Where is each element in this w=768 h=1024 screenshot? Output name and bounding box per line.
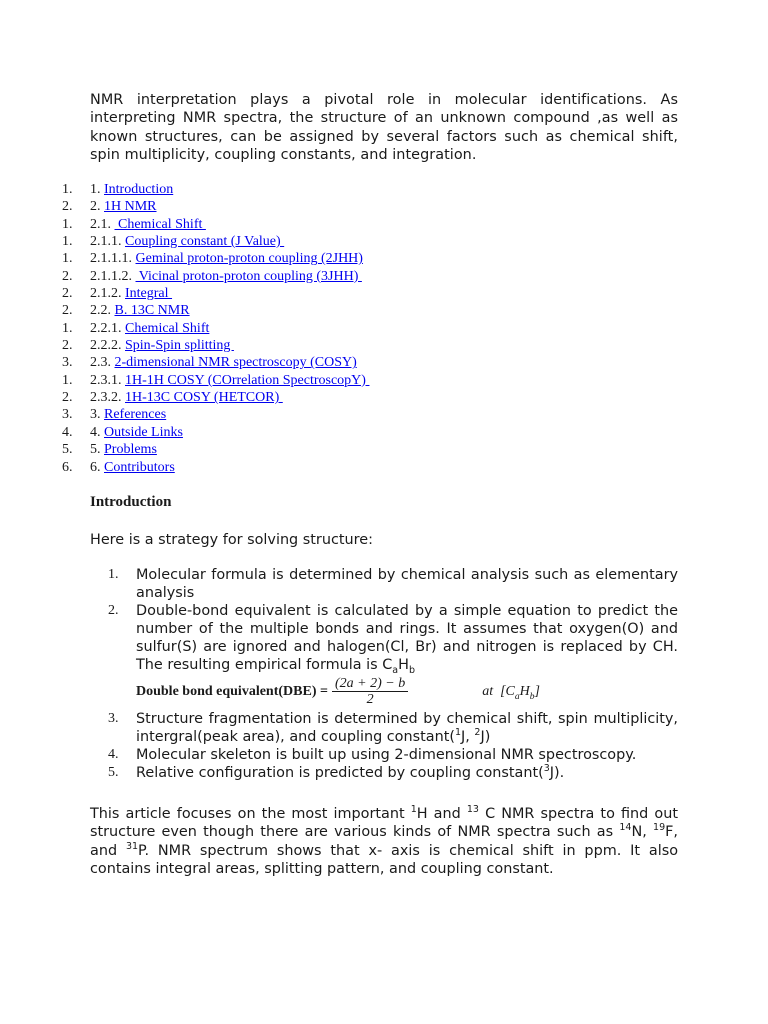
- toc-item-number: 2.1.1.2.: [90, 268, 136, 284]
- toc-link[interactable]: Integral: [125, 286, 173, 302]
- toc-item: [62, 198, 482, 215]
- toc-item: [62, 424, 482, 441]
- toc-link[interactable]: Outside Links: [104, 424, 183, 440]
- list-item-number: 3.: [108, 710, 119, 726]
- list-item: [108, 764, 678, 782]
- list-item: [108, 710, 678, 746]
- list-item: [108, 746, 678, 764]
- toc-item-marker: 1.: [62, 216, 73, 232]
- toc-item-number: 2.2.1.: [90, 320, 125, 336]
- toc-link[interactable]: Vicinal proton-proton coupling (3JHH): [135, 268, 362, 284]
- toc-item: [62, 181, 482, 198]
- list-item-number: 2.: [108, 603, 119, 619]
- toc-link[interactable]: Coupling constant (J Value): [125, 234, 285, 250]
- toc-link[interactable]: Contributors: [104, 459, 175, 475]
- table-of-contents: [62, 181, 482, 476]
- toc-item-number: 2.1.: [90, 216, 115, 232]
- toc-item-marker: 1.: [62, 372, 73, 388]
- toc-item: [62, 354, 482, 371]
- toc-item: [62, 406, 482, 423]
- toc-item-number: 6.: [90, 459, 104, 475]
- strategy-lead-text: Here is a strategy for solving structure:: [90, 532, 373, 548]
- toc-item: [62, 441, 482, 458]
- formula-fraction: $\frac{(2a + 2) - b}{2}$: [332, 676, 408, 707]
- list-item: [108, 566, 678, 602]
- dbe-formula: [136, 674, 678, 710]
- toc-item-marker: 2.: [62, 268, 73, 284]
- toc-item-marker: 2.: [62, 199, 73, 215]
- toc-item-marker: 6.: [62, 459, 73, 475]
- toc-item-number: 2.3.1.: [90, 372, 125, 388]
- list-item-number: 4.: [108, 746, 119, 762]
- toc-item-number: 2.1.2.: [90, 286, 125, 302]
- list-item-text: Double-bond equivalent is calculated by a simple equation to predict the number of the multiple bonds and rings. It assumes that oxygen(O) and sulfur(S) are ignored and halogen(Cl, Br) and nitrogen is replaced by CH. The resulting empirical formula is $C_aH_b$: [136, 603, 678, 677]
- toc-item-marker: 2.: [62, 303, 73, 319]
- toc-link[interactable]: B. 13C NMR: [114, 303, 190, 319]
- toc-item: [62, 285, 482, 302]
- list-item-number: 1.: [108, 567, 119, 582]
- list-item-text: Structure fragmentation is determined by chemical shift, spin multiplicity, intergral(peak area), and coupling constant($^1$J, $^2$J): [136, 710, 678, 745]
- toc-item-marker: 3.: [62, 355, 73, 371]
- toc-item-marker: 1.: [62, 234, 73, 250]
- toc-item: [62, 389, 482, 406]
- toc-item: [62, 302, 482, 319]
- toc-link[interactable]: 1H-13C COSY (HETCOR): [125, 390, 283, 406]
- toc-item-marker: 3.: [62, 407, 73, 423]
- toc-item-number: 5.: [90, 442, 104, 458]
- toc-item-marker: 1.: [62, 320, 73, 336]
- toc-item-marker: 5.: [62, 442, 73, 458]
- toc-item-marker: 2.: [62, 286, 73, 302]
- toc-item: [62, 337, 482, 354]
- strategy-steps-list: [108, 566, 678, 782]
- toc-item-number: 2.1.1.1.: [90, 251, 136, 267]
- toc-item-marker: 4.: [62, 424, 73, 440]
- toc-item-number: 2.3.: [90, 355, 115, 371]
- toc-item: [62, 320, 482, 337]
- toc-link[interactable]: References: [104, 407, 167, 423]
- toc-item-marker: 2.: [62, 338, 73, 354]
- toc-link[interactable]: Geminal proton-proton coupling (2JHH): [135, 251, 363, 267]
- toc-item-number: 2.: [90, 199, 104, 215]
- toc-item-number: 1.: [90, 182, 104, 197]
- toc-link[interactable]: Problems: [104, 442, 157, 458]
- toc-link[interactable]: Chemical Shift: [114, 216, 206, 232]
- intro-paragraph: NMR interpretation plays a pivotal role in molecular identifications. As interpreting NMR spectra, the structure of an unknown compound ,as well as known structures, can be assigned by several factors such as chemical shift, spin multiplicity, coupling constants, and integration.: [90, 92, 678, 164]
- toc-item-number: 2.1.1.: [90, 234, 125, 250]
- list-item-text: Molecular formula is determined by chemical analysis such as elementary analysis: [136, 567, 678, 602]
- toc-item: [62, 233, 482, 250]
- toc-link[interactable]: 1H NMR: [104, 199, 157, 215]
- toc-link[interactable]: 1H-1H COSY (COrrelation SpectroscopY): [125, 372, 370, 388]
- toc-item-marker: 1.: [62, 251, 73, 267]
- toc-item: [62, 216, 482, 233]
- section-heading-introduction: Introduction: [90, 494, 172, 510]
- toc-item: [62, 250, 482, 267]
- toc-item-number: 3.: [90, 407, 104, 423]
- toc-item: [62, 268, 482, 285]
- formula-label: Double bond equivalent(DBE) =: [136, 683, 328, 699]
- list-item-text: Molecular skeleton is built up using 2-dimensional NMR spectroscopy.: [136, 746, 637, 763]
- toc-item: [62, 459, 482, 476]
- toc-item-marker: 1.: [62, 182, 73, 197]
- toc-link[interactable]: Chemical Shift: [125, 320, 210, 336]
- toc-item-number: 2.3.2.: [90, 390, 125, 406]
- list-item-text: Relative configuration is predicted by coupling constant($^3$J).: [136, 763, 565, 781]
- toc-item-marker: 2.: [62, 390, 73, 406]
- toc-link[interactable]: Introduction: [104, 182, 174, 197]
- list-item-number: 5.: [108, 764, 119, 780]
- toc-item-number: 2.2.: [90, 303, 115, 319]
- toc-item-number: 4.: [90, 424, 104, 440]
- list-item: [108, 602, 678, 677]
- toc-item: [62, 372, 482, 389]
- toc-link[interactable]: Spin-Spin splitting: [125, 338, 234, 354]
- toc-item-number: 2.2.2.: [90, 338, 125, 354]
- formula-condition: at $[C_aH_b]$: [482, 683, 540, 702]
- toc-link[interactable]: 2-dimensional NMR spectroscopy (COSY): [114, 355, 357, 371]
- closing-paragraph: This article focuses on the most important $^1$H and $^{13}$ C NMR spectra to find out structure even though there are various kinds of NMR spectra such as $^{14}$N, $^{19}$F, and $^{31}$P. NMR spectrum shows that x- axis is chemical shift in ppm. It also contains integral areas, splitting pattern, and coupling constant.: [90, 804, 679, 877]
